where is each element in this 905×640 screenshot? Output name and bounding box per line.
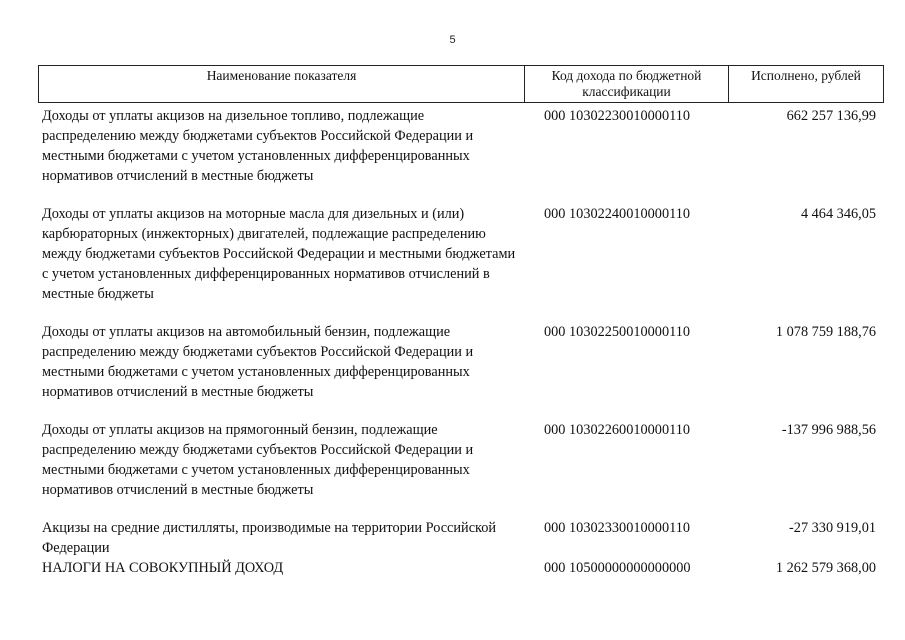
row-name: Доходы от уплаты акцизов на прямогонный бензин, подлежащие распределению между бюджетами субъектов Российской Федерации и местными бюджетами с учетом установленных дифференцированных нормативов отчислений в местные бюджеты xyxy=(42,422,474,498)
row-name: Доходы от уплаты акцизов на автомобильный бензин, подлежащие распределению между бюджетами субъектов Российской Федерации и местными бюджетами с учетом установленных дифференцированных нормативов отчислений в местные бюджеты xyxy=(42,324,474,400)
row-amount: -27 330 919,01 xyxy=(789,520,876,536)
row-amount: -137 996 988,56 xyxy=(781,422,876,438)
row-name: Акцизы на средние дистилляты, производимые на территории Российской Федерации xyxy=(42,520,497,556)
table-header xyxy=(38,65,884,103)
row-amount: 662 257 136,99 xyxy=(786,108,876,124)
row-name: Доходы от уплаты акцизов на дизельное топливо, подлежащие распределению между бюджетами субъектов Российской Федерации и местными бюджетами с учетом установленных дифференцированных нормативов отчислений в местные бюджеты xyxy=(42,108,474,184)
row-code: 000 10302250010000110 xyxy=(544,324,691,340)
row-code: 000 10302230010000110 xyxy=(544,108,691,124)
row-code: 000 10302260010000110 xyxy=(544,422,691,438)
row-amount: 4 464 346,05 xyxy=(800,206,876,222)
row-amount: 1 262 579 368,00 xyxy=(775,560,876,576)
page-number: 5 xyxy=(449,34,456,46)
header-amount: Исполнено, рублей xyxy=(751,68,861,83)
row-name: НАЛОГИ НА СОВОКУПНЫЙ ДОХОД xyxy=(42,560,284,576)
row-code: 000 10302240010000110 xyxy=(544,206,691,222)
row-code: 000 10302330010000110 xyxy=(544,520,691,536)
row-name: Доходы от уплаты акцизов на моторные масла для дизельных и (или) карбюраторных (инжекторных) двигателей, подлежащие распределению между бюджетами субъектов Российской Федерации и местными бюджетами с учетом установленных дифференцированных нормативов отчислений в местные бюджеты xyxy=(42,206,516,302)
header-name: Наименование показателя xyxy=(39,66,525,102)
row-amount: 1 078 759 188,76 xyxy=(775,324,876,340)
row-code: 000 10500000000000000 xyxy=(544,560,691,576)
header-code: Код дохода по бюджетной классификации xyxy=(525,66,729,102)
